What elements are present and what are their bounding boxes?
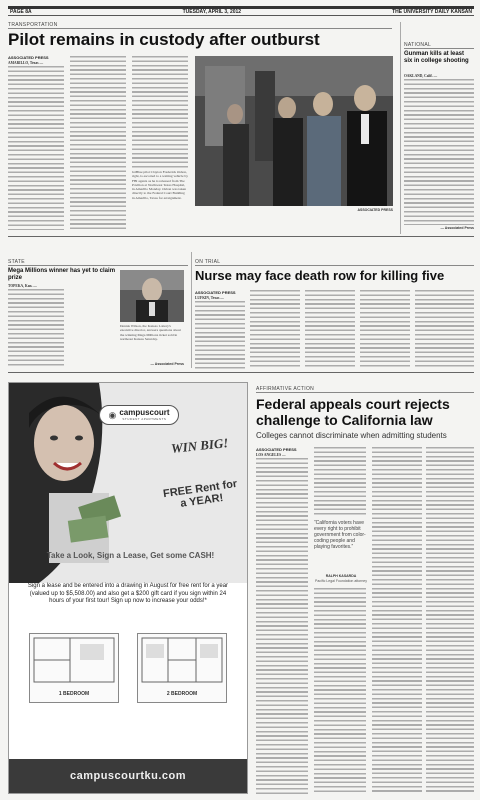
article-text-col2-top <box>314 447 366 517</box>
article-text-col5 <box>415 290 474 369</box>
brief-text-national <box>404 79 474 225</box>
photo-credit: ASSOCIATED PRESS <box>357 208 393 212</box>
article-text-col3 <box>372 447 422 794</box>
section-label-affirmative: AFFIRMATIVE ACTION <box>256 386 315 392</box>
pull-quote: “California voters have every right to prohibit government from color-coding people and playing favorites.” <box>314 520 366 550</box>
logo-mark-icon: ◉ <box>108 409 117 420</box>
column-divider <box>191 252 192 368</box>
paper-name: THE UNIVERSITY DAILY KANSAN <box>392 9 472 15</box>
dateline: AMARILLO, Texas — <box>8 61 44 65</box>
pilot-photo-image <box>195 56 393 206</box>
ad-brand-sub: STUDENT APARTMENTS <box>122 417 167 421</box>
ad-footer <box>9 759 247 793</box>
byline: ASSOCIATED PRESS <box>8 55 49 60</box>
headline-pilot: Pilot remains in custody after outburst <box>8 30 320 49</box>
lottery-photo-image <box>120 270 184 322</box>
ad-free-rent: FREE Rent for a YEAR! <box>162 477 238 510</box>
article-text-col2 <box>250 290 300 369</box>
section-rule <box>404 48 474 49</box>
pilot-photo <box>195 56 393 206</box>
article-text-col1 <box>8 66 64 230</box>
article-text-col4 <box>426 447 474 794</box>
article-text-col1 <box>195 301 245 369</box>
horizontal-rule <box>8 236 474 237</box>
article-text-col3 <box>305 290 355 369</box>
article-text-col2 <box>70 56 126 230</box>
column-divider <box>400 22 401 234</box>
article-text-col4 <box>360 290 410 369</box>
byline: ASSOCIATED PRESS <box>195 290 236 295</box>
section-rule <box>8 28 392 29</box>
floor-plan-1br-drawing <box>30 634 118 686</box>
section-rule <box>195 265 474 266</box>
ad-tagline: Take a Look, Sign a Lease, Get some CASH! <box>46 551 215 560</box>
headline-mega-millions: Mega Millions winner has yet to claim prize <box>8 268 116 281</box>
headline-nurse: Nurse may face death row for killing five <box>195 268 445 283</box>
national-credit: — Associated Press <box>440 226 474 230</box>
ad-logo <box>99 405 179 425</box>
ad-website-link[interactable]: campuscourtku.com <box>69 770 187 782</box>
dateline: LUFKIN, Texas — <box>195 296 224 300</box>
dateline: OAKLAND, Calif. — <box>404 74 438 78</box>
ad-brand: campuscourt <box>119 408 170 417</box>
section-rule <box>8 265 188 266</box>
section-label-on-trial: ON TRIAL <box>195 259 221 265</box>
subhead-affirmative: Colleges cannot discriminate when admitting students <box>256 431 447 440</box>
pull-quote-attribution: RALPH KASARDA <box>325 574 357 578</box>
horizontal-rule <box>8 372 474 373</box>
lottery-caption: Dennis Wilson, the Kansas Lottery's executive director, answers questions about the winning Mega Millions ticket sold in northeast Kansas Saturday. <box>120 324 181 341</box>
section-label-transportation: TRANSPORTATION <box>8 22 58 28</box>
headline-affirmative: Federal appeals court rejects challenge to California law <box>256 396 450 428</box>
state-credit: — Associated Press <box>150 362 184 366</box>
floor-plan-2br[interactable] <box>137 633 227 703</box>
floor-plan-1br[interactable] <box>29 633 119 703</box>
photo-caption: JetBlue pilot Clayton Frederick Osbon, right, is escorted to a waiting vehicle by FBI agents as he is released from The Pavilion at Northwest Texas Hospital, in Amarillo Monday. Osbon was taken directly to the Federal Court Building in Amarillo, Texas for arraignment. <box>132 170 188 200</box>
campus-court-ad[interactable] <box>8 382 248 794</box>
pull-quote-role: Pacific Legal Foundation attorney <box>315 579 367 583</box>
section-label-state: STATE <box>8 259 25 265</box>
lottery-director-photo <box>120 270 184 322</box>
floor-plan-2br-drawing <box>138 634 226 686</box>
dateline: TOPEKA, Kan. — <box>8 284 37 288</box>
dateline: LOS ANGELES — <box>256 453 286 457</box>
folio-bar <box>8 6 474 16</box>
section-rule <box>256 392 474 393</box>
section-label-national: NATIONAL <box>404 42 432 48</box>
ad-body-text: Sign a lease and be entered into a drawing in August for free rent for a year (valued up to $5,508.00) and also get a $200 gift card if you sign within 24 hours of your first tour! Sign up now to increase your odds!* <box>27 583 229 604</box>
headline-gunman: Gunman kills at least six in college shooting <box>404 51 469 64</box>
article-text-col3 <box>132 56 188 168</box>
plan-label-2br: 2 BEDROOM <box>166 691 198 697</box>
brief-text-state <box>8 289 64 367</box>
article-text-col2-bottom <box>314 588 366 794</box>
ad-win-big: WIN BIG! <box>170 435 230 456</box>
byline: ASSOCIATED PRESS <box>256 447 297 452</box>
plan-label-1br: 1 BEDROOM <box>58 691 90 697</box>
page-number: PAGE 8A <box>10 9 32 15</box>
article-text-col1 <box>256 458 308 794</box>
issue-date: TUESDAY, APRIL 3, 2012 <box>182 9 242 15</box>
